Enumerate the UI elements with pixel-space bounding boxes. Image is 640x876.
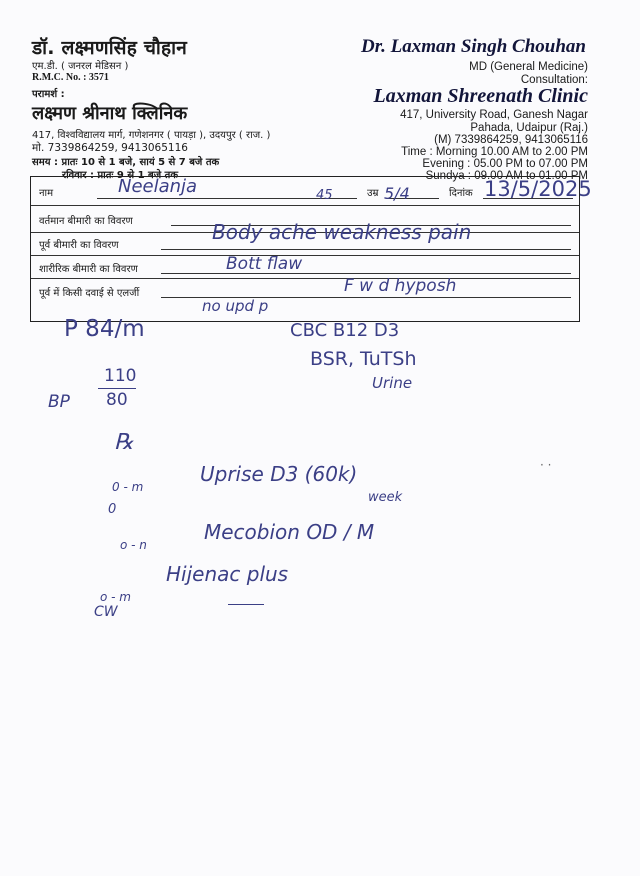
hw-age-value: 5/4 (384, 184, 410, 203)
hw-dose-1b: 0 (108, 502, 117, 517)
hw-rx-line-3: Hijenac plus (166, 562, 289, 586)
allergy-label: पूर्व में किसी दवाई से एलर्जी (39, 288, 140, 299)
hw-physical-1: Bott flaw (226, 254, 303, 274)
hw-dose-3: o - m (100, 590, 131, 604)
hw-physical-2: F w d hyposh (344, 276, 457, 296)
hw-bp-diastolic: 80 (106, 390, 128, 410)
date-label: दिनांक (449, 188, 473, 199)
mobile-english: (M) 7339864259, 9413065116 (434, 134, 588, 146)
time-evening: Evening : 05.00 PM to 07.00 PM (422, 158, 588, 170)
time-sunday: Sundya : 09.00 AM to 01.00 PM (425, 170, 588, 182)
hw-investigations-1: CBC B12 D3 (290, 320, 400, 341)
hw-past-illness: Body ache weakness pain (212, 220, 472, 244)
hw-rx-line-1b: week (368, 490, 403, 505)
hw-investigations-3: Urine (372, 374, 413, 392)
address-line-1: 417, University Road, Ganesh Nagar (400, 109, 588, 121)
hw-patient-name: Neelanja (118, 176, 198, 197)
address-line-2: Pahada, Udaipur (Raj.) (470, 122, 588, 134)
consultation-english: Consultation: (520, 74, 588, 86)
physical-illness-label: शारीरिक बीमारी का विवरण (39, 264, 138, 275)
hw-pulse: P 84/m (64, 316, 145, 342)
hw-dose-2: o - n (120, 538, 147, 552)
hw-date: 13/5/2025 (484, 177, 592, 201)
mobile-hindi: मो. 7339864259, 9413065116 (32, 142, 188, 154)
doctor-name-hindi: डॉ. लक्ष्मणसिंह चौहान (32, 37, 187, 59)
hw-note-below-box: no upd p (202, 297, 269, 315)
rmc-number: R.M.C. No. : 3571 (32, 72, 109, 83)
timing-weekday-hindi: समय : प्रातः 10 से 1 बजे, सायं 5 से 7 बजे तक (32, 157, 220, 168)
hw-investigations-2: BSR, TuTSh (310, 348, 417, 370)
current-illness-label: वर्तमान बीमारी का विवरण (39, 216, 133, 227)
hw-bp-label: BP (48, 392, 70, 412)
hw-rx-symbol: ℞ (114, 430, 134, 455)
clinic-name-hindi: लक्ष्मण श्रीनाथ क्लिनिक (32, 103, 188, 124)
clinic-name-english: Laxman Shreenath Clinic (373, 85, 588, 107)
consultation-hindi: परामर्श : (32, 89, 65, 100)
degree-english: MD (General Medicine) (469, 61, 588, 73)
hw-dose-1: 0 - m (112, 480, 144, 494)
hw-margin-dots: · · (540, 458, 552, 472)
hw-bp-systolic: 110 (104, 366, 137, 386)
name-label: नाम (39, 188, 54, 199)
age-label: उम्र (367, 188, 379, 199)
hw-rx-line-1: Uprise D3 (60k) (200, 462, 358, 486)
timing-sunday-hindi: रविवार : प्रातः 9 से 1 बजे तक (62, 170, 179, 181)
past-illness-label: पूर्व बीमारी का विवरण (39, 240, 119, 251)
hw-age-note: 45 (316, 188, 333, 203)
doctor-name-english: Dr. Laxman Singh Chouhan (361, 36, 586, 57)
hw-dose-3b: CW (94, 604, 118, 620)
hw-rx-line-2: Mecobion OD / M (204, 520, 375, 544)
time-morning: Time : Morning 10.00 AM to 2.00 PM (401, 146, 588, 158)
address-hindi: 417, विश्वविद्यालय मार्ग, गणेशनगर ( पायड़ा ), उदयपुर ( राज. ) (32, 130, 271, 141)
degree-hindi: एम.डी. ( जनरल मेडिसन ) (32, 61, 129, 72)
